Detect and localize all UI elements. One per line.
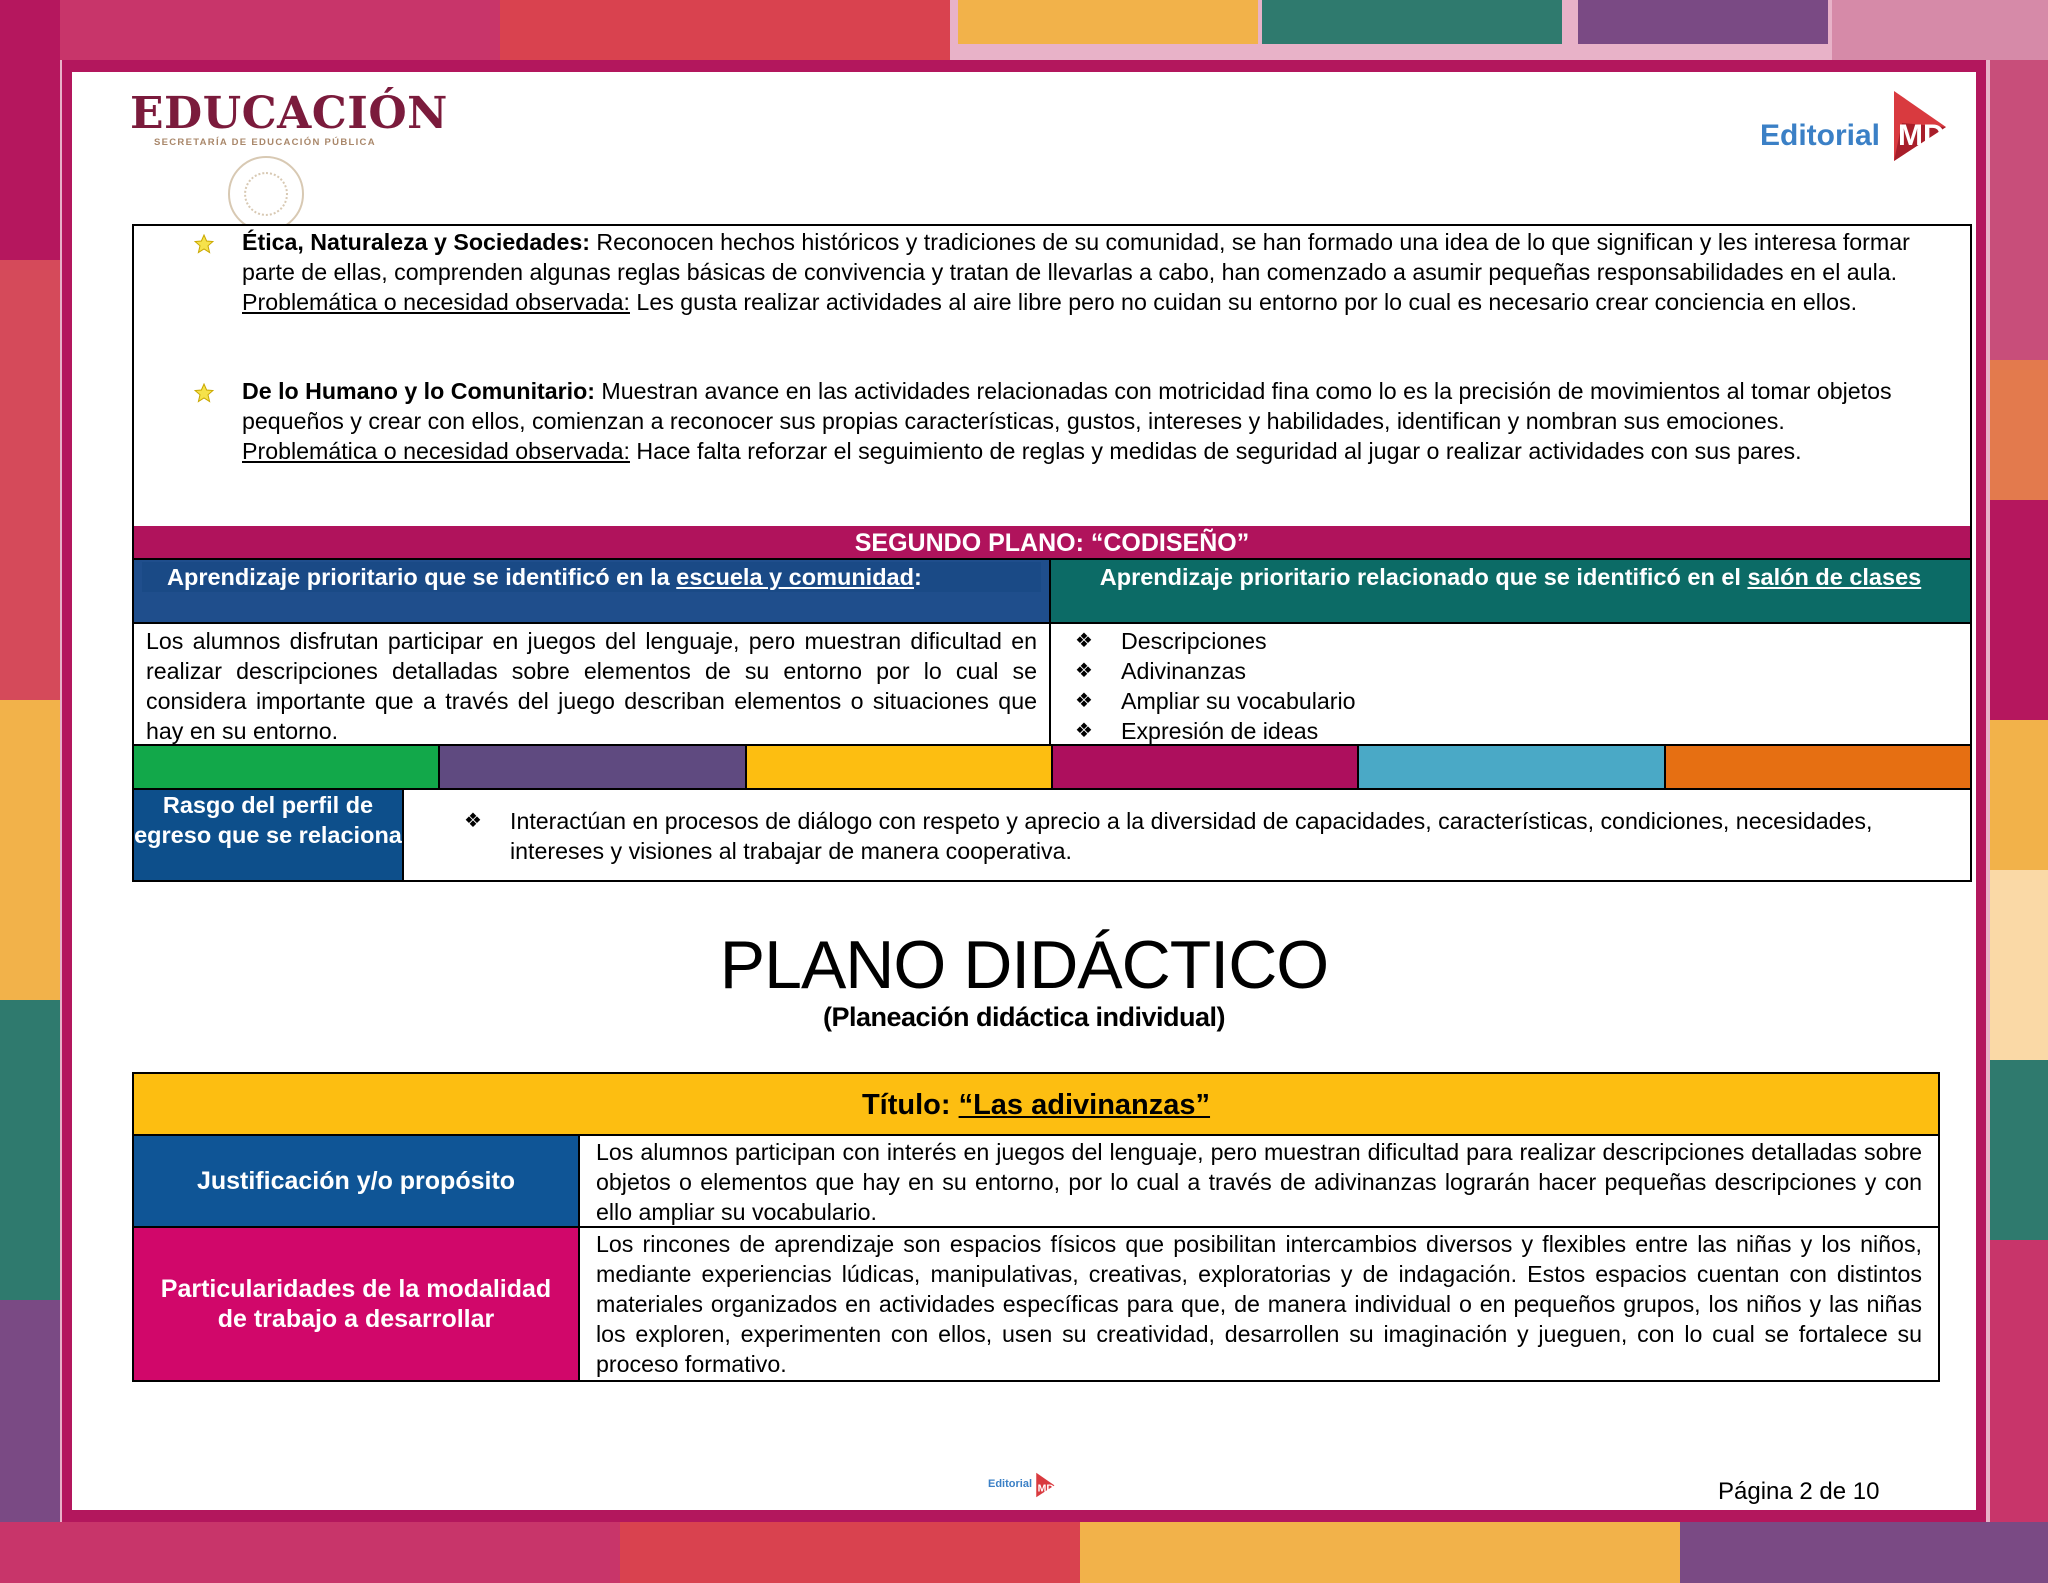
color-swatch	[1053, 746, 1359, 788]
etica-problem-label: Problemática o necesidad observada:	[242, 289, 630, 315]
humano-problem-text: Hace falta reforzar el seguimiento de reglas y medidas de seguridad al jugar o realizar actividades con sus pares.	[629, 438, 1802, 464]
coat-of-arms-seal-icon	[228, 156, 304, 232]
etica-problem-text: Les gusta realizar actividades al aire libre pero no cuidan su entorno por lo cual es necesario crear conciencia en ellos.	[629, 289, 1858, 315]
left-header-underlined: escuela y comunidad	[676, 564, 914, 590]
humano-heading: De lo Humano y lo Comunitario:	[242, 378, 595, 404]
intro-section	[134, 226, 1970, 528]
diamond-bullet-icon: ❖	[1075, 630, 1093, 652]
page-number: Página 2 de 10	[1718, 1478, 1880, 1505]
humano-problem-label: Problemática o necesidad observada:	[242, 438, 630, 464]
left-header-text: Aprendizaje prioritario que se identificó en la	[167, 564, 677, 590]
plan-title-value: “Las adivinanzas”	[958, 1089, 1211, 1121]
md-logo-icon	[1032, 1470, 1058, 1498]
color-swatch	[134, 746, 440, 788]
modality-text: Los rincones de aprendizaje son espacios físicos que posibilitan intercambios diversos y flexibles entre las niñas y los niños, mediante experiencias lúdicas, manipulativas, creativas, exploratorias y de indagación. Estos espacios cuentan con distintos materiales organizados en actividades específicas para que, de manera individual o en pequeños grupos, los niños y las niñas los exploren, experimenten con ellos, usen su creatividad, desarrollen su imaginación y jueguen, con lo cual se fortalece su proceso formativo.	[596, 1231, 1922, 1377]
color-bar	[134, 746, 1970, 790]
diamond-bullet-icon: ❖	[1075, 720, 1093, 742]
sep-logo	[130, 88, 448, 148]
md-logo-icon	[1884, 83, 1954, 163]
right-header-underlined: salón de clases	[1747, 564, 1922, 590]
diamond-bullet-icon: ❖	[464, 810, 482, 832]
right-header-text: Aprendizaje prioritario relacionado que se identificó en el	[1099, 564, 1748, 590]
plano-subtitle: (Planeación didáctica individual)	[822, 1002, 1226, 1032]
etica-text: Reconocen hechos históricos y tradiciones de su comunidad, se han formado una idea de lo que significan y les interesa formar parte de ellas, comprenden algunas reglas básicas de convivencia y tratan de llevarlas a cabo, han comenzado a asumir pequeñas responsabilidades en el aula.	[242, 229, 1910, 285]
svg-text:MD: MD	[1898, 119, 1945, 152]
codiseno-table	[132, 224, 1972, 882]
star-bullet-icon	[194, 234, 214, 254]
footer-editorial-logo	[988, 1470, 1058, 1498]
rasgo-content	[404, 790, 1970, 880]
justification-text: Los alumnos participan con interés en juegos del lenguaje, pero muestran dificultad para realizar descripciones detalladas sobre objetos o elementos que hay en su entorno, por lo cual a través de adivinanzas lograrán hacer pequeñas descripciones y con ello ampliar su vocabulario.	[580, 1136, 1938, 1228]
list-item	[1075, 656, 1946, 686]
list-item-text: Ampliar su vocabulario	[1121, 688, 1356, 714]
list-item	[1075, 686, 1946, 716]
left-learning-text: Los alumnos disfrutan participar en juegos del lenguaje, pero muestran dificultad en realizar descripciones detalladas sobre elementos de su entorno por lo cual se considera importante que a través del juego describan elementos o situaciones que hay en su entorno.	[134, 624, 1051, 746]
segundo-plano-band: SEGUNDO PLANO: “CODISEÑO”	[134, 526, 1970, 560]
footer-logo-text: Editorial	[988, 1478, 1033, 1490]
color-swatch	[1666, 746, 1970, 788]
list-item	[1075, 626, 1946, 656]
diamond-bullet-icon: ❖	[1075, 660, 1093, 682]
modality-label: Particularidades de la modalidad de trabajo a desarrollar	[134, 1228, 580, 1380]
rasgo-text: Interactúan en procesos de diálogo con respeto y aprecio a la diversidad de capacidades, características, condiciones, necesidades, intereses y visiones al trabajar de manera cooperativa.	[510, 808, 1873, 864]
right-learning-list	[1051, 624, 1970, 746]
left-header	[134, 560, 1051, 624]
sep-logo-title: EDUCACIÓN	[130, 88, 448, 139]
plano-title: PLANO DIDÁCTICO	[719, 927, 1329, 1003]
plan-title-row	[134, 1074, 1938, 1136]
right-header	[1051, 560, 1970, 624]
rasgo-label: Rasgo del perfil de egreso que se relaciona	[134, 790, 404, 880]
etica-heading: Ética, Naturaleza y Sociedades:	[242, 229, 590, 255]
humano-text: Muestran avance en las actividades relacionadas con motricidad fina como lo es la precisión de movimientos al tomar objetos pequeños y crear con ellos, comienzan a reconocer sus propias características, gustos, intereses y habilidades, identifican y nombran sus emociones.	[242, 378, 1892, 434]
list-item-text: Adivinanzas	[1121, 658, 1247, 684]
justification-label: Justificación y/o propósito	[134, 1136, 580, 1228]
diamond-bullet-icon: ❖	[1075, 690, 1093, 712]
star-bullet-icon	[194, 383, 214, 403]
color-swatch	[747, 746, 1053, 788]
svg-text:MD: MD	[1037, 1482, 1055, 1495]
color-swatch	[440, 746, 746, 788]
color-swatch	[1359, 746, 1665, 788]
intro-item-etica	[242, 227, 1946, 317]
plan-table	[132, 1072, 1940, 1382]
document-page	[72, 72, 1976, 1510]
plan-title-label: Título:	[861, 1089, 959, 1121]
intro-item-humano	[242, 376, 1946, 466]
editorial-logo-text: Editorial	[1759, 119, 1880, 152]
list-item	[1075, 716, 1946, 746]
list-item-text: Descripciones	[1121, 628, 1267, 654]
left-header-colon: :	[913, 564, 922, 590]
list-item-text: Expresión de ideas	[1121, 718, 1319, 744]
editorial-md-logo	[1760, 80, 1954, 166]
sep-logo-subtitle: SECRETARÍA DE EDUCACIÓN PÚBLICA	[154, 137, 376, 148]
